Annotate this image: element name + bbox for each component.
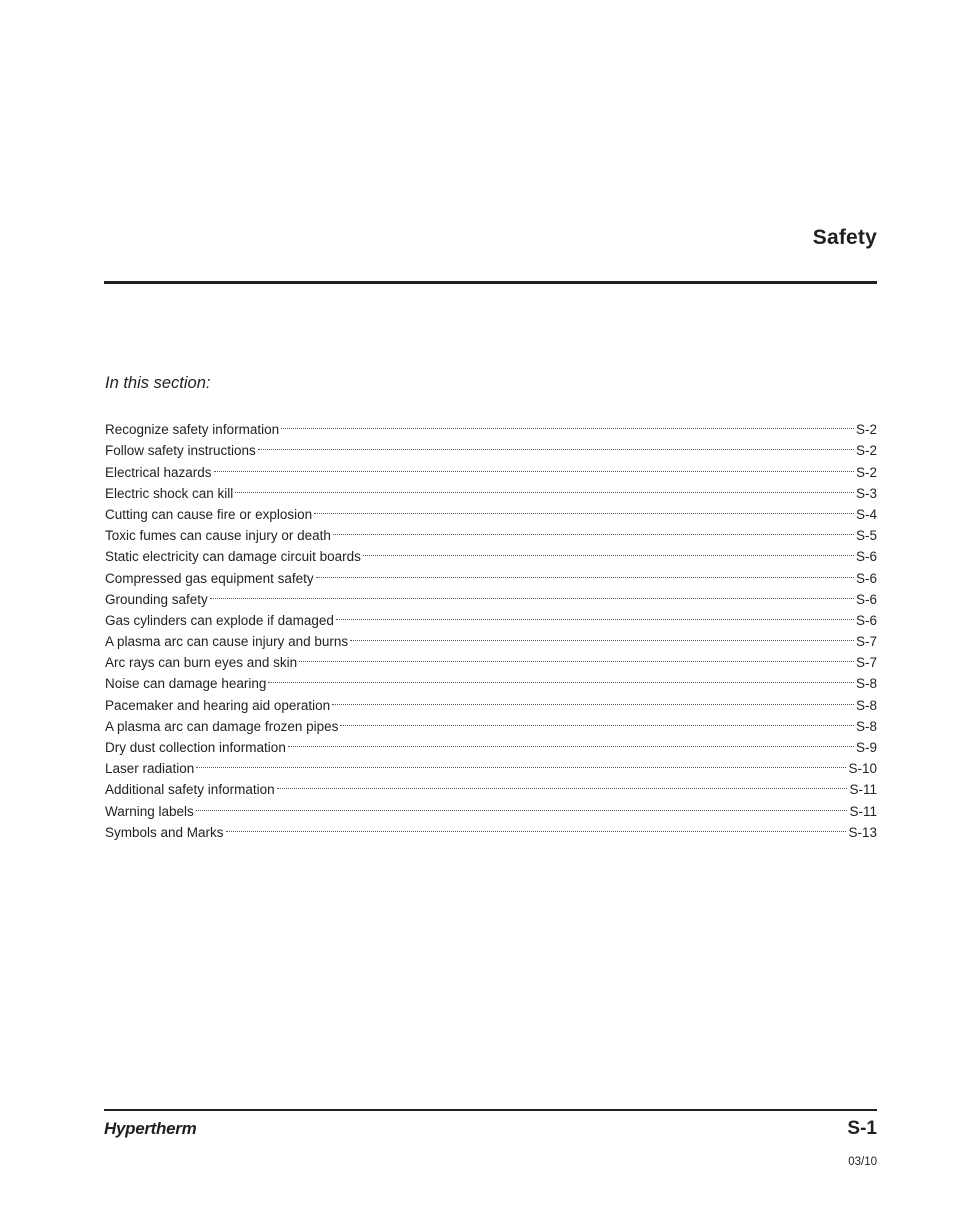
toc-entry-label: Dry dust collection information xyxy=(105,740,286,755)
toc-entry-label: Electrical hazards xyxy=(105,464,212,480)
toc-entry[interactable] xyxy=(105,773,877,798)
toc-entry[interactable] xyxy=(105,413,877,438)
toc-entry-label: Electric shock can kill xyxy=(105,485,234,501)
toc-entry-page: S-5 xyxy=(855,528,877,544)
title-divider xyxy=(104,281,877,284)
toc-dot-leader xyxy=(214,455,854,476)
toc-entry[interactable] xyxy=(105,455,877,480)
toc-entry-label: Gas cylinders can explode if damaged xyxy=(105,612,334,628)
toc-entry-label: Additional safety information xyxy=(105,782,275,798)
page-title: Safety xyxy=(812,226,877,249)
toc-entry-page: S-6 xyxy=(855,549,877,565)
toc-entry[interactable] xyxy=(105,477,877,501)
toc-dot-leader xyxy=(268,667,854,688)
toc-entry-page: S-9 xyxy=(855,740,877,755)
toc-entry-label: A plasma arc can damage frozen pipes xyxy=(105,718,339,734)
footer-page-number: S-1 xyxy=(847,1118,877,1139)
footer-brand-logo: Hypertherm xyxy=(104,1119,197,1138)
toc-dot-leader xyxy=(210,583,854,604)
toc-dot-leader xyxy=(316,561,854,582)
toc-entry[interactable] xyxy=(105,752,877,777)
toc-entry[interactable] xyxy=(105,583,877,607)
toc-entry-page: S-7 xyxy=(855,634,877,650)
toc-dot-leader xyxy=(299,646,854,667)
toc-entry-label: Symbols and Marks xyxy=(105,824,224,840)
toc-dot-leader xyxy=(196,752,846,773)
toc-entry-label: Pacemaker and hearing aid operation xyxy=(105,697,331,713)
toc-entry-page: S-2 xyxy=(855,443,877,459)
toc-entry-label: Toxic fumes can cause injury or death xyxy=(105,528,331,544)
toc-entry-page: S-2 xyxy=(855,422,877,438)
toc-dot-leader xyxy=(288,731,854,752)
toc-dot-leader xyxy=(336,604,854,625)
toc-entry-page: S-13 xyxy=(848,824,877,840)
toc-dot-leader xyxy=(196,794,848,815)
toc-entry[interactable] xyxy=(105,794,877,819)
toc-entry-label: Compressed gas equipment safety xyxy=(105,570,314,586)
toc-dot-leader xyxy=(281,413,854,434)
toc-entry-page: S-11 xyxy=(849,782,877,798)
toc-entry-label: Grounding safety xyxy=(105,591,208,607)
toc-dot-leader xyxy=(258,434,854,455)
toc-entry-page: S-8 xyxy=(855,676,877,692)
toc-dot-leader xyxy=(235,477,854,498)
toc-entry[interactable] xyxy=(105,816,877,840)
toc-entry-label: Noise can damage hearing xyxy=(105,676,267,692)
toc-dot-leader xyxy=(340,710,854,731)
toc-dot-leader xyxy=(363,540,854,561)
toc-entry-label: A plasma arc can cause injury and burns xyxy=(105,634,349,650)
toc-entry-page: S-2 xyxy=(855,464,877,480)
toc-dot-leader xyxy=(314,498,854,519)
toc-dot-leader xyxy=(350,625,854,646)
toc-dot-leader xyxy=(277,773,848,794)
toc-entry-label: Cutting can cause fire or explosion xyxy=(105,506,313,522)
table-of-contents xyxy=(105,413,877,840)
toc-entry-page: S-10 xyxy=(848,761,877,777)
toc-entry-page: S-11 xyxy=(849,803,877,819)
toc-entry-label: Warning labels xyxy=(105,803,194,819)
toc-entry-label: Static electricity can damage circuit boards xyxy=(105,549,361,565)
toc-entry-page: S-6 xyxy=(855,591,877,607)
toc-entry-label: Recognize safety information xyxy=(105,422,280,438)
toc-entry-page: S-3 xyxy=(855,485,877,501)
toc-dot-leader xyxy=(333,519,854,540)
toc-dot-leader xyxy=(226,816,847,837)
toc-entry-page: S-6 xyxy=(855,612,877,628)
toc-entry-page: S-8 xyxy=(855,697,877,713)
toc-entry-label: Laser radiation xyxy=(105,761,195,777)
toc-dot-leader xyxy=(332,688,854,709)
footer-date: 03/10 xyxy=(848,1156,877,1168)
toc-entry-page: S-8 xyxy=(855,718,877,734)
toc-entry[interactable] xyxy=(105,604,877,628)
section-intro: In this section: xyxy=(105,374,211,392)
toc-entry-label: Arc rays can burn eyes and skin xyxy=(105,655,298,671)
toc-entry-page: S-7 xyxy=(855,655,877,671)
footer-divider xyxy=(104,1109,877,1111)
toc-entry-label: Follow safety instructions xyxy=(105,443,256,459)
toc-entry-page: S-4 xyxy=(855,506,877,522)
toc-entry-page: S-6 xyxy=(855,570,877,586)
